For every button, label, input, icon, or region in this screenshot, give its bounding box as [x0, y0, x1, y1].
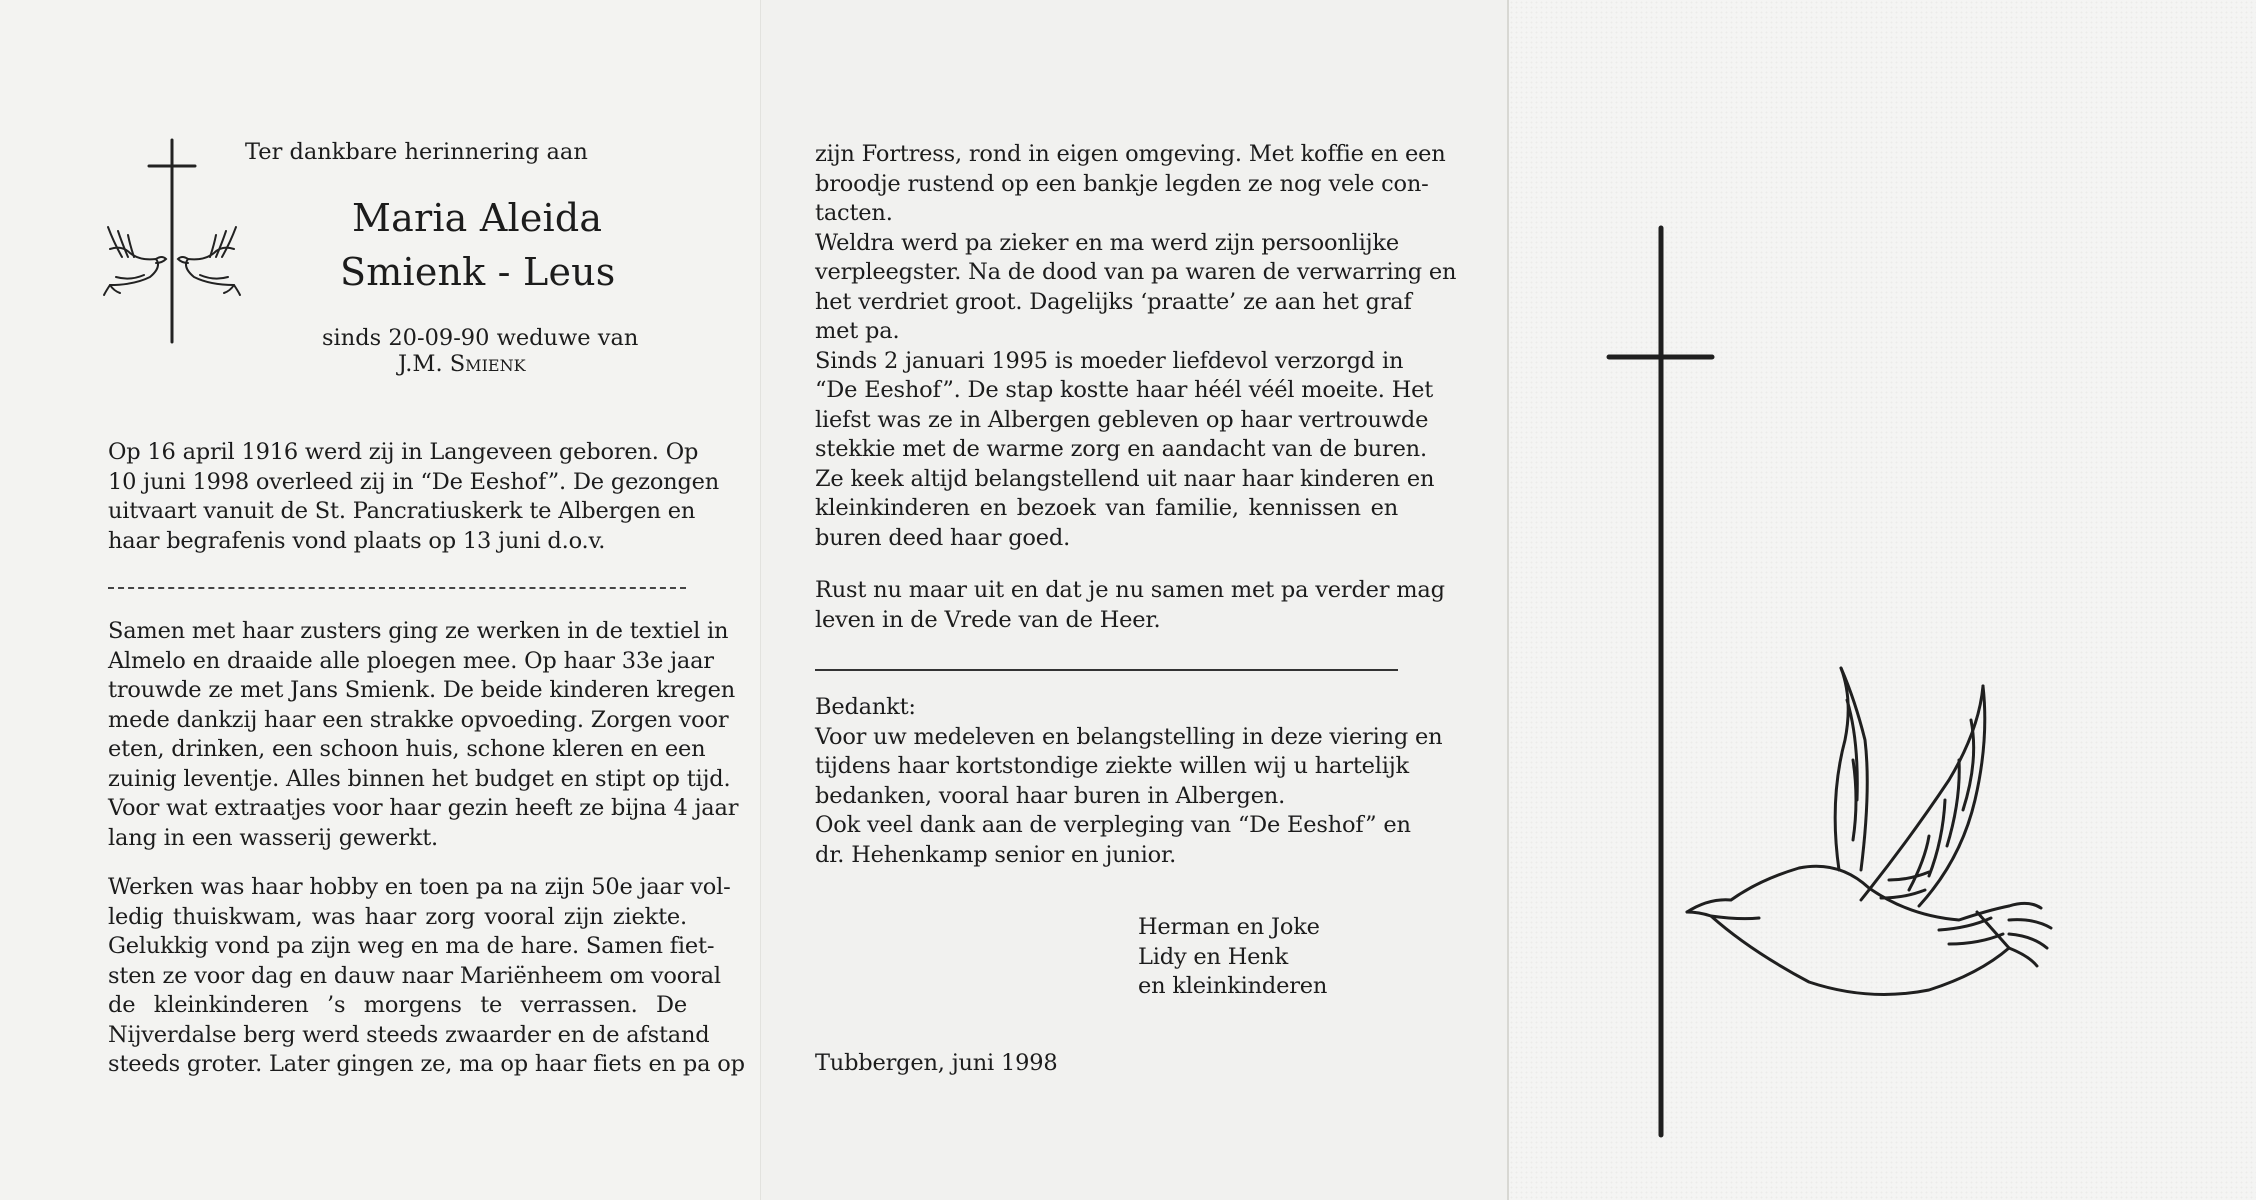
text-line: stekkie met de warme zorg en aandacht van de buren. [815, 436, 1427, 462]
text-line: dr. Hehenkamp senior en junior. [815, 841, 1177, 868]
birth-death-paragraph [108, 438, 720, 556]
text-line: Sinds 2 januari 1995 is moeder liefdevol verzorgd in [815, 347, 1404, 374]
text-line: haar begrafenis vond plaats op 13 juni d.o.v. [108, 527, 606, 554]
cross-and-dove-illustration [1509, 0, 2256, 1200]
text-line: Weldra werd pa zieker en ma werd zijn persoonlijke [815, 229, 1399, 256]
text-line: met pa. [815, 318, 900, 344]
text-line: tijdens haar kortstondige ziekte willen wij u hartelijk [815, 753, 1409, 779]
text-line: Op 16 april 1916 werd zij in Langeveen geboren. Op [108, 439, 699, 465]
deceased-first-names: Maria Aleida [352, 196, 603, 240]
text-line: uitvaart vanuit de St. Pancratiuskerk te Albergen en [108, 498, 696, 524]
dove-icon [1687, 668, 2051, 995]
thanks-title: Bedankt: [815, 694, 916, 720]
text-line: bedanken, vooral haar buren in Albergen. [815, 782, 1286, 809]
text-line: “De Eeshof”. De stap kostte haar héél véél moeite. Het [815, 377, 1434, 403]
text-line: 10 juni 1998 overleed zij in “De Eeshof”. De gezongen [108, 468, 720, 495]
continuation-paragraph [815, 140, 1457, 553]
left-panel [0, 0, 760, 1200]
text-line: broodje rustend op een bankje legden ze nog vele con- [815, 170, 1429, 197]
signature-line: Lidy en Henk [1138, 943, 1289, 970]
cross-with-doves-icon [100, 135, 245, 345]
text-line: zijn Fortress, rond in eigen omgeving. Met koffie en een [815, 141, 1446, 167]
text-line: Rust nu maar uit en dat je nu samen met pa verder mag [815, 577, 1445, 603]
text-line: Ze keek altijd belangstellend uit naar haar kinderen en [815, 465, 1435, 492]
front-cover-panel [1507, 0, 2256, 1200]
dashed-separator [108, 587, 686, 589]
text-line: eten, drinken, een schoon huis, schone kleren en een [108, 736, 706, 762]
thanks-section [815, 693, 1443, 870]
signature-line: en kleinkinderen [1138, 973, 1328, 999]
text-line: tacten. [815, 200, 893, 226]
text-line: het verdriet groot. Dagelijks ‘praatte’ ze aan het graf [815, 288, 1412, 315]
text-line: Gelukkig vond pa zijn weg en ma de hare. Samen fiet- [108, 933, 715, 959]
text-line: ledig thuiskwam, was haar zorg vooral zijn ziekte. [108, 903, 687, 930]
signature-line: Herman en Joke [1138, 914, 1320, 940]
widow-line: sinds 20-09-90 weduwe van [322, 325, 639, 351]
text-line: mede dankzij haar een strakke opvoeding. Zorgen voor [108, 706, 729, 733]
text-line: buren deed haar goed. [815, 524, 1071, 551]
text-line: kleinkinderen en bezoek van familie, kennissen en [815, 495, 1398, 521]
dove-icon [104, 227, 166, 295]
text-line: Ook veel dank aan de verpleging van “De Eeshof” en [815, 812, 1411, 838]
text-line: Werken was haar hobby en toen pa na zijn 50e jaar vol- [108, 874, 731, 900]
dedication-header: Ter dankbare herinnering aan [245, 139, 588, 165]
place-date: Tubbergen, juni 1998 [815, 1050, 1058, 1076]
dove-icon [178, 227, 240, 295]
text-line: sten ze voor dag en dauw naar Mariënheem om vooral [108, 962, 721, 989]
husband-name: J.M. Smienk [398, 351, 526, 377]
text-line: lang in een wasserij gewerkt. [108, 824, 439, 851]
text-line: Almelo en draaide alle ploegen mee. Op haar 33e jaar [108, 647, 714, 674]
solid-separator [815, 669, 1398, 671]
signatures [1138, 913, 1398, 1002]
text-line: Samen met haar zusters ging ze werken in de textiel in [108, 618, 729, 644]
text-line: verpleegster. Na de dood van pa waren de verwarring en [815, 259, 1457, 285]
life-paragraph [108, 617, 739, 853]
text-line: leven in de Vrede van de Heer. [815, 606, 1161, 633]
text-line: zuinig leventje. Alles binnen het budget en stipt op tijd. [108, 765, 731, 792]
text-line: Voor uw medeleven en belangstelling in deze viering en [815, 723, 1443, 750]
deceased-surnames: Smienk - Leus [340, 250, 616, 294]
text-line: Voor wat extraatjes voor haar gezin heeft ze bijna 4 jaar [108, 795, 739, 821]
retirement-paragraph [108, 873, 745, 1080]
text-line: steeds groter. Later gingen ze, ma op haar fiets en pa op [108, 1051, 745, 1077]
cross-icon [1609, 228, 1712, 1135]
text-line: Nijverdalse berg werd steeds zwaarder en de afstand [108, 1021, 710, 1048]
text-line: trouwde ze met Jans Smienk. De beide kinderen kregen [108, 677, 736, 703]
farewell-paragraph [815, 576, 1445, 635]
text-line: liefst was ze in Albergen gebleven op haar vertrouwde [815, 406, 1429, 433]
text-line: de kleinkinderen ’s morgens te verrassen. De [108, 992, 687, 1018]
